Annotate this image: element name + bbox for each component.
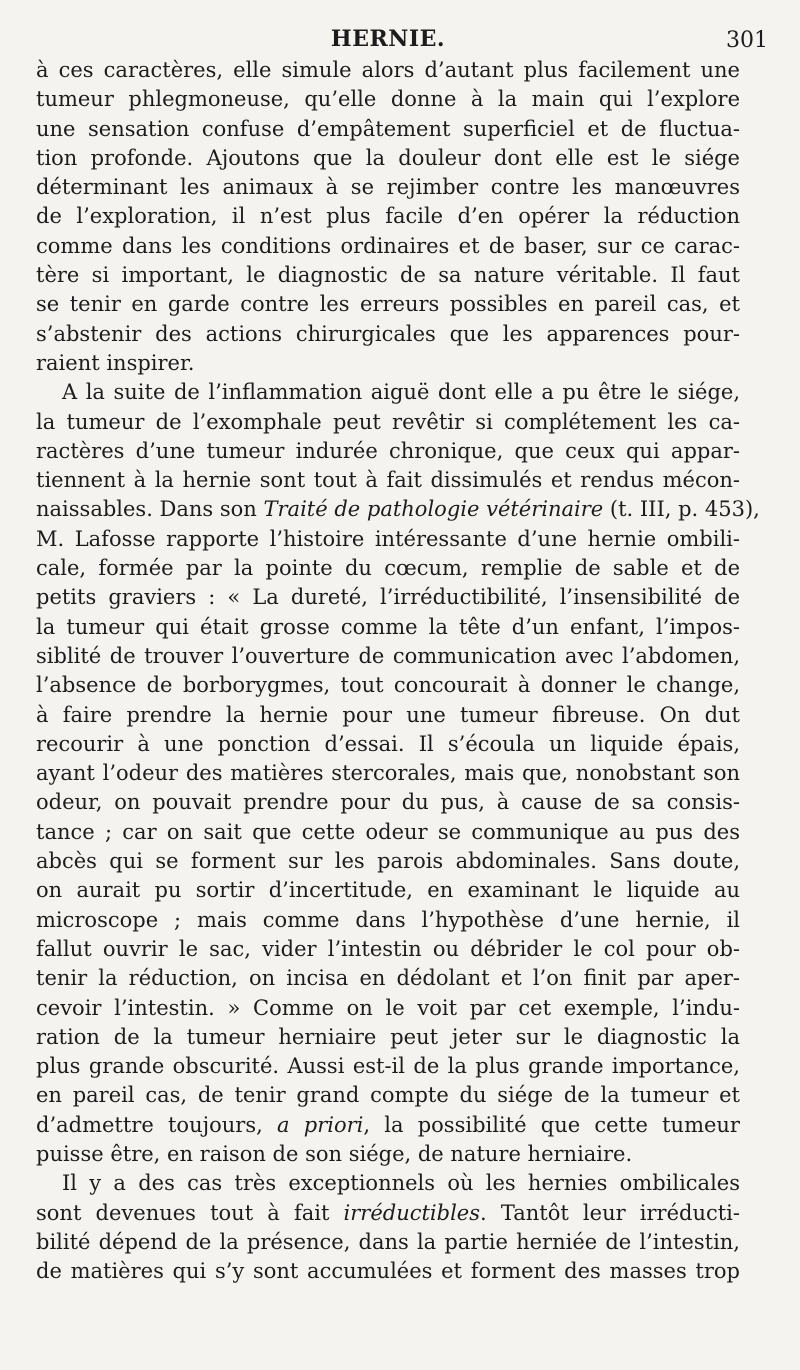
- text-line: odeur, on pouvait prendre pour du pus, à cause de sa consis-: [36, 790, 740, 815]
- text-line: ration de la tumeur herniaire peut jeter sur le diagnostic la: [36, 1024, 740, 1049]
- text-fragment: , la possibilité que cette tumeur: [363, 1112, 740, 1137]
- book-reference: (t. III, p. 453),: [603, 497, 760, 522]
- text-line: se tenir en garde contre les erreurs possibles en pareil cas, et: [36, 292, 740, 317]
- text-line-with-italic: [36, 1199, 740, 1228]
- text-line: microscope ; mais comme dans l’hypothèse d’une hernie, il: [36, 907, 740, 932]
- text-line: la tumeur qui était grosse comme la tête d’un enfant, l’impos-: [36, 614, 740, 639]
- text-line-with-title: [36, 495, 760, 524]
- text-line: siblité de trouver l’ouverture de communication avec l’abdomen,: [36, 643, 740, 668]
- text-fragment: sont devenues tout à fait: [36, 1200, 344, 1225]
- body-text: [36, 56, 760, 1286]
- text-line: la tumeur de l’exomphale peut revêtir si complétement les ca-: [36, 409, 740, 434]
- text-line: ractères d’une tumeur indurée chronique, que ceux qui appar-: [36, 438, 740, 463]
- text-line: bilité dépend de la présence, dans la partie herniée de l’intestin,: [36, 1229, 740, 1254]
- text-line: de matières qui s’y sont accumulées et forment des masses trop: [36, 1259, 740, 1284]
- text-line: en pareil cas, de tenir grand compte du siége de la tumeur et: [36, 1083, 740, 1108]
- paragraph-3: [36, 1169, 740, 1286]
- text-line: tiennent à la hernie sont tout à fait dissimulés et rendus mécon-: [36, 468, 740, 493]
- page-number: 301: [726, 28, 768, 53]
- text-line: une sensation confuse d’empâtement superficiel et de fluctua-: [36, 116, 740, 141]
- text-line-with-italic: [36, 1111, 740, 1140]
- text-line: s’abstenir des actions chirurgicales que les apparences pour-: [36, 321, 740, 346]
- text-line: ayant l’odeur des matières stercorales, mais que, nonobstant son: [36, 761, 740, 786]
- text-line: tenir la réduction, on incisa en dédolant et l’on finit par aper-: [36, 966, 740, 991]
- text-fragment: d’admettre toujours,: [36, 1112, 277, 1137]
- text-line: A la suite de l’inflammation aiguë dont elle a pu être le siége,: [62, 380, 740, 405]
- text-line: comme dans les conditions ordinaires et de baser, sur ce carac-: [36, 233, 740, 258]
- paragraph-1: [36, 56, 740, 378]
- text-line: recourir à une ponction d’essai. Il s’écoula un liquide épais,: [36, 731, 740, 756]
- text-fragment: . Tantôt leur irréducti-: [480, 1200, 740, 1225]
- text-line: Il y a des cas très exceptionnels où les hernies ombilicales: [62, 1171, 740, 1196]
- text-line: fallut ouvrir le sac, vider l’intestin ou débrider le col pour ob-: [36, 936, 740, 961]
- text-line: plus grande obscurité. Aussi est-il de la plus grande importance,: [36, 1054, 740, 1079]
- text-line: de l’exploration, il n’est plus facile d’en opérer la réduction: [36, 204, 740, 229]
- text-line: à faire prendre la hernie pour une tumeur fibreuse. On dut: [36, 702, 740, 727]
- text-line: raient inspirer.: [36, 350, 195, 375]
- text-line: déterminant les animaux à se rejimber contre les manœuvres: [36, 175, 740, 200]
- text-line: M. Lafosse rapporte l’histoire intéressante d’une hernie ombili-: [36, 526, 740, 551]
- book-title: Traité de pathologie vétérinaire: [263, 497, 604, 522]
- text-line: abcès qui se forment sur les parois abdominales. Sans doute,: [36, 849, 740, 874]
- text-line: l’absence de borborygmes, tout concourait à donner le change,: [36, 673, 740, 698]
- text-line: tance ; car on sait que cette odeur se communique au pus des: [36, 819, 740, 844]
- text-fragment: naissables. Dans son: [36, 497, 264, 522]
- text-line: tumeur phlegmoneuse, qu’elle donne à la main qui l’explore: [36, 87, 740, 112]
- paragraph-2: [36, 378, 760, 1169]
- italic-a-priori: a priori: [277, 1112, 364, 1137]
- page-header: [36, 20, 768, 56]
- text-line: cevoir l’intestin. » Comme on le voit par cet exemple, l’indu-: [36, 995, 740, 1020]
- text-line: tion profonde. Ajoutons que la douleur dont elle est le siége: [36, 145, 740, 170]
- text-line: à ces caractères, elle simule alors d’autant plus facilement une: [36, 58, 740, 82]
- text-line: on aurait pu sortir d’incertitude, en examinant le liquide au: [36, 878, 740, 903]
- text-line: petits graviers : « La dureté, l’irréductibilité, l’insensibilité de: [36, 585, 740, 610]
- running-title: HERNIE.: [330, 26, 446, 52]
- text-line: cale, formée par la pointe du cœcum, remplie de sable et de: [36, 556, 740, 581]
- italic-irreductibles: irréductibles: [343, 1200, 481, 1225]
- text-line: puisse être, en raison de son siége, de nature herniaire.: [36, 1141, 633, 1166]
- text-line: tère si important, le diagnostic de sa nature véritable. Il faut: [36, 263, 740, 288]
